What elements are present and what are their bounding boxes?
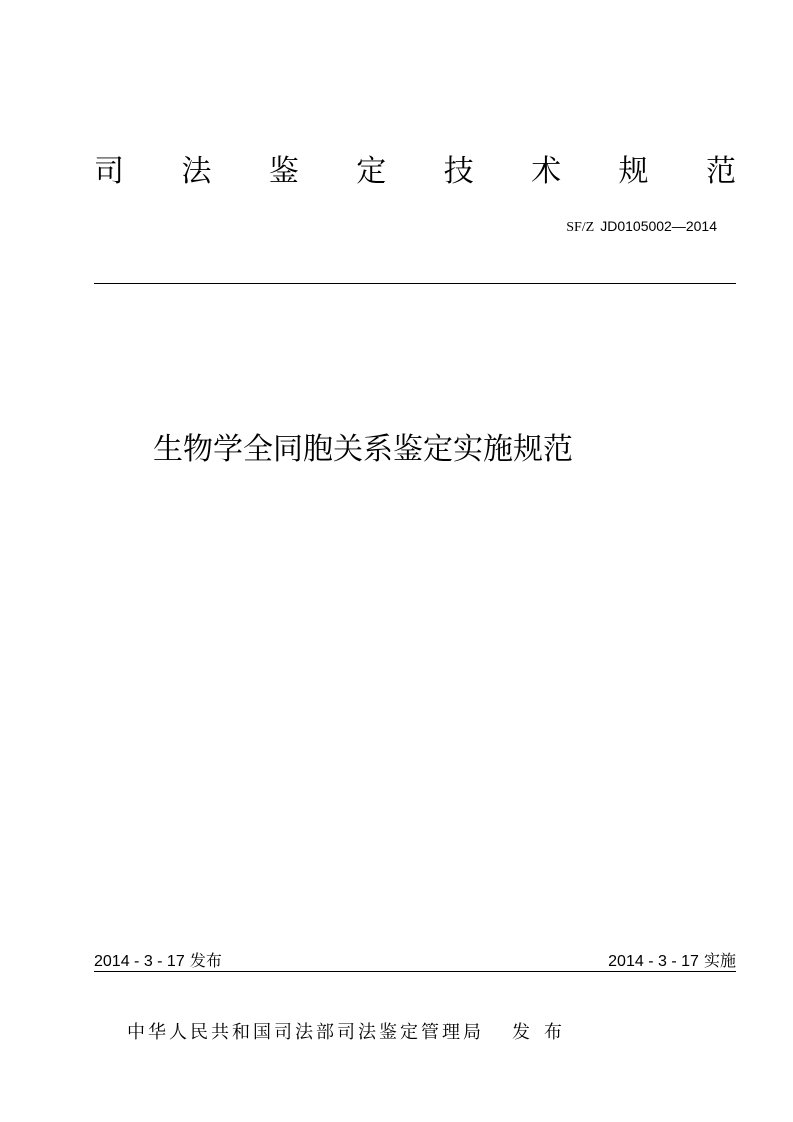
issuer-row (127, 1019, 576, 1047)
effective-label: 实施 (703, 951, 736, 970)
series-char: 鉴 (268, 154, 299, 189)
series-char: 法 (181, 154, 212, 189)
series-char: 范 (705, 154, 736, 189)
publish-date: 2014 - 3 - 17 (94, 953, 185, 970)
publish-label: 发布 (189, 951, 222, 970)
issuer-name: 中华人民共和国司法部司法鉴定管理局 (127, 1022, 484, 1043)
publish-date-block (94, 950, 222, 973)
series-char: 技 (443, 154, 474, 189)
series-char: 司 (94, 154, 124, 189)
series-char: 术 (531, 154, 562, 189)
document-title: 生物学全同胞关系鉴定实施规范 (153, 432, 573, 467)
issuer-action: 发布 (512, 1022, 576, 1043)
effective-date-block (608, 950, 736, 973)
effective-date: 2014 - 3 - 17 (608, 953, 699, 970)
document-code-prefix: SF/Z (566, 220, 595, 235)
series-char: 规 (618, 154, 649, 189)
footer-divider (94, 971, 736, 972)
standard-series-title (94, 150, 736, 194)
series-char: 定 (356, 154, 387, 189)
date-row (94, 950, 736, 973)
document-code-number: JD0105002—2014 (600, 218, 717, 234)
document-code (566, 216, 717, 238)
header-divider (94, 283, 736, 284)
